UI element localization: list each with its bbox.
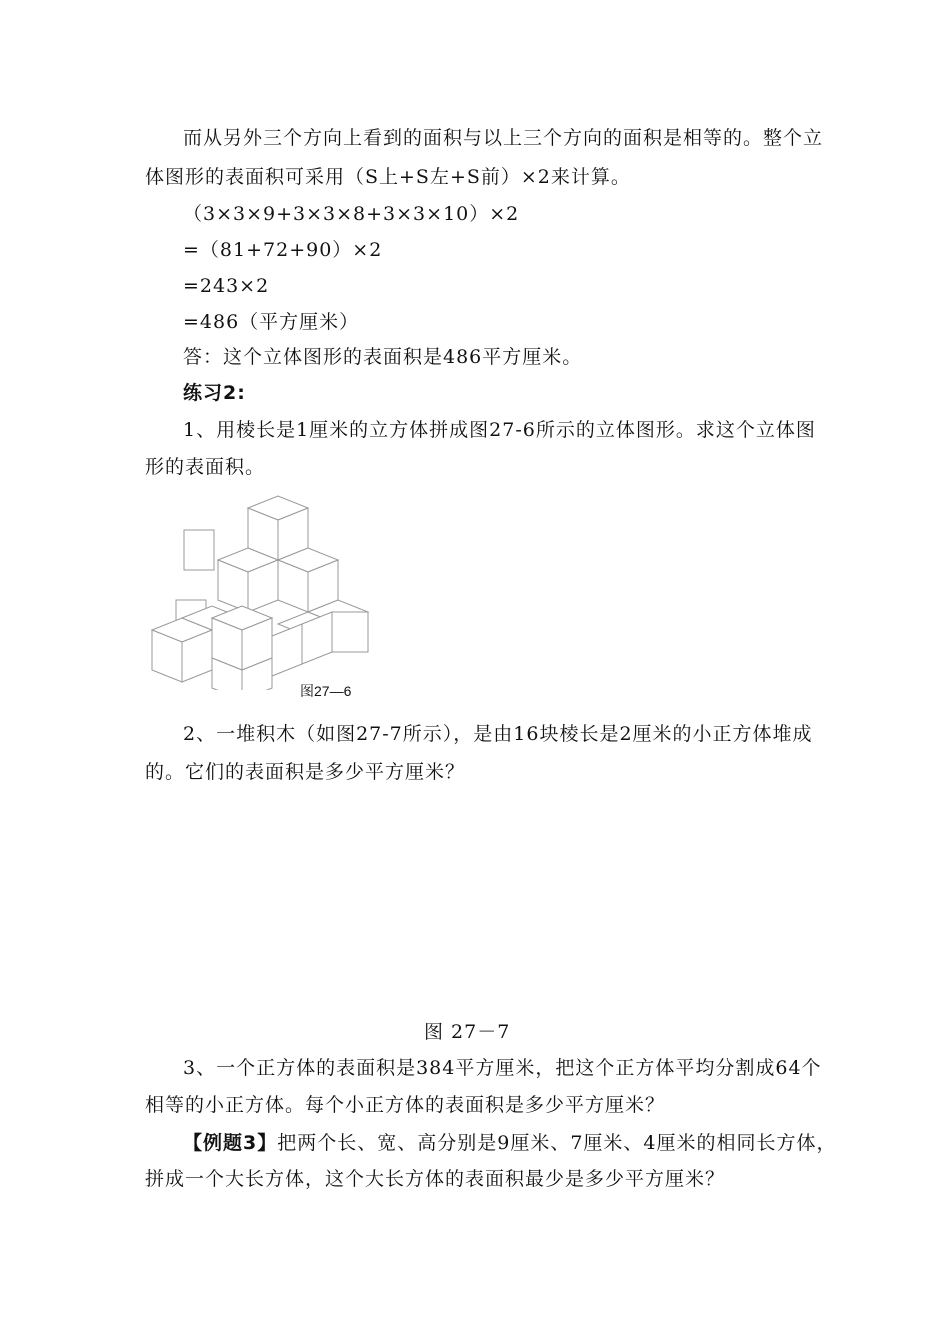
question-1-line: 1、用棱长是1厘米的立方体拼成图27-6所示的立体图形。求这个立体图 [183, 419, 816, 441]
question-3-line: 相等的小正方体。每个小正方体的表面积是多少平方厘米？ [145, 1094, 666, 1116]
question-2-line: 2、一堆积木（如图27-7所示），是由16块棱长是2厘米的小正方体堆成 [183, 723, 813, 745]
calc-line: =243×2 [183, 275, 270, 297]
example-3-line: 拼成一个大长方体，这个大长方体的表面积最少是多少平方厘米？ [145, 1168, 726, 1190]
calc-line: =486（平方厘米） [183, 311, 360, 333]
example-3-line [183, 1131, 837, 1155]
cube-stack-figure [140, 490, 390, 690]
exercise-title: 练习2: [183, 382, 246, 404]
example-3-label: 【例题3】 [183, 1132, 278, 1154]
figure-2-caption: 图 27－7 [424, 1021, 511, 1043]
example-3-text: 把两个长、宽、高分别是9厘米、7厘米、4厘米的相同长方体， [277, 1132, 837, 1154]
figure-1-caption: 图27—6 [300, 683, 352, 699]
question-3-line: 3、一个正方体的表面积是384平方厘米，把这个正方体平均分割成64个 [183, 1057, 822, 1079]
paragraph-line: 而从另外三个方向上看到的面积与以上三个方向的面积是相等的。整个立 [183, 127, 824, 149]
question-1-line: 形的表面积。 [145, 456, 266, 478]
answer-line: 答：这个立体图形的表面积是486平方厘米。 [183, 346, 583, 368]
question-2-line: 的。它们的表面积是多少平方厘米？ [145, 761, 466, 783]
calc-line: （3×3×9+3×3×8+3×3×10）×2 [183, 203, 520, 225]
paragraph-line: 体图形的表面积可采用（S上+S左+S前）×2来计算。 [145, 166, 631, 188]
calc-line: =（81+72+90）×2 [183, 239, 383, 261]
